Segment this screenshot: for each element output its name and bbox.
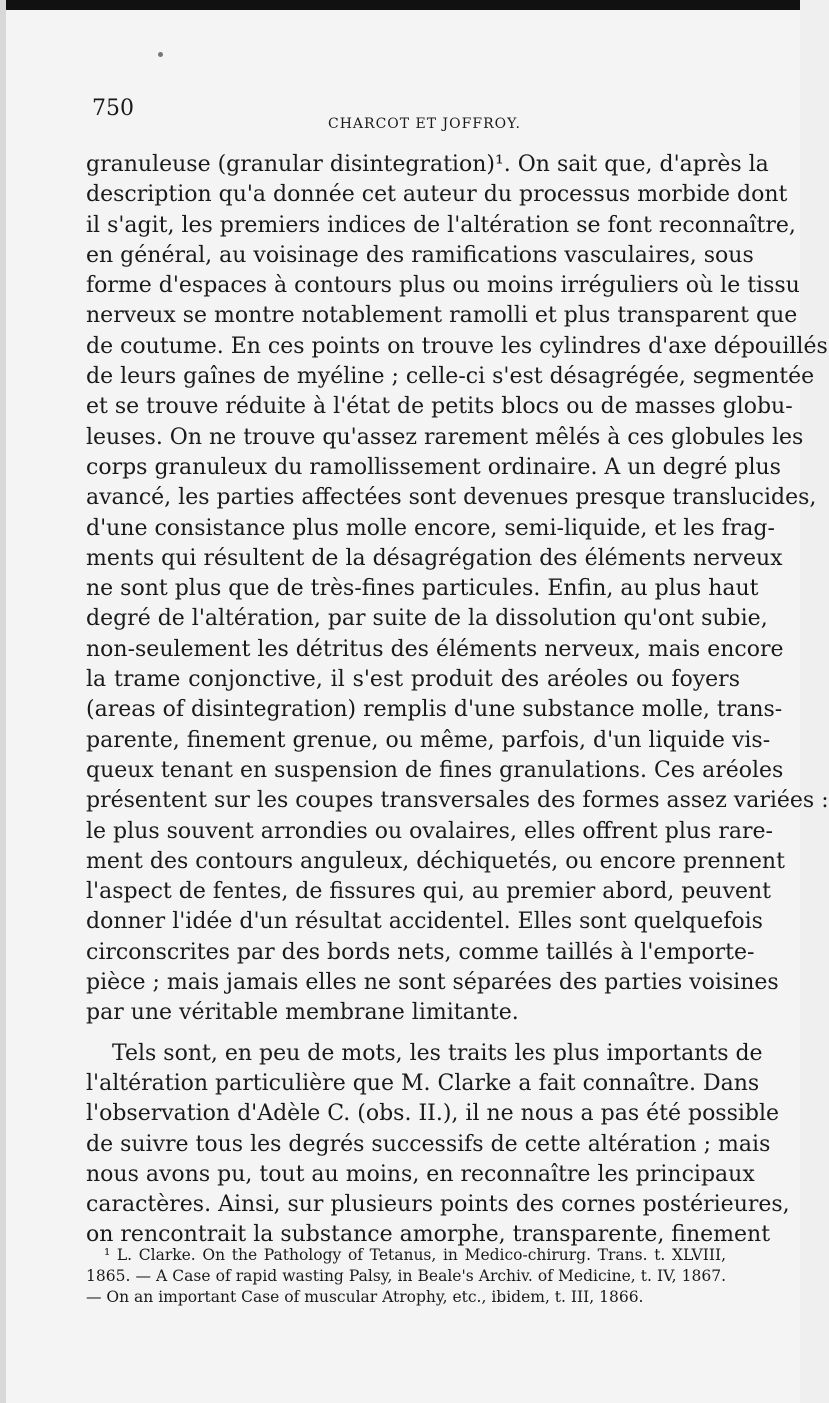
body-line: ments qui résultent de la désagrégation des éléments nerveux: [86, 545, 783, 571]
body-line: forme d'espaces à contours plus ou moins irréguliers où le tissu: [86, 273, 800, 299]
body-line: de leurs gaînes de myéline ; celle-ci s'est désagrégée, segmentée: [86, 364, 815, 390]
body-line: ment des contours anguleux, déchiquetés, ou encore prennent: [86, 848, 785, 874]
body-line: donner l'idée d'un résultat accidentel. Elles sont quelquefois: [86, 909, 763, 935]
footnote-line: 1865. — A Case of rapid wasting Palsy, in Beale's Archiv. of Medicine, t. IV, 1867.: [86, 1267, 726, 1285]
body-line: granuleuse (granular disintegration)¹. On sait que, d'après la: [86, 152, 769, 177]
body-line: non-seulement les détritus des éléments nerveux, mais encore: [86, 636, 784, 662]
body-line: leuses. On ne trouve qu'assez rarement mêlés à ces globules les: [86, 424, 804, 450]
body-line: avancé, les parties affectées sont devenues presque translucides,: [86, 485, 817, 511]
body-line: l'observation d'Adèle C. (obs. II.), il ne nous a pas été possible: [86, 1101, 780, 1127]
body-line: pièce ; mais jamais elles ne sont séparées des parties voisines: [86, 970, 779, 996]
footnote-line: — On an important Case of muscular Atrophy, etc., ibidem, t. III, 1866.: [86, 1288, 644, 1306]
body-line: de suivre tous les degrés successifs de cette altération ; mais: [86, 1131, 771, 1157]
footnotes: [86, 1245, 726, 1308]
body-line: il s'agit, les premiers indices de l'altération se font reconnaître,: [86, 212, 796, 238]
body-line: on rencontrait la substance amorphe, transparente, finement: [86, 1222, 771, 1248]
body-line: corps granuleux du ramollissement ordinaire. A un degré plus: [86, 454, 781, 480]
body-line: Tels sont, en peu de mots, les traits les plus importants de: [112, 1040, 763, 1066]
body-line: la trame conjonctive, il s'est produit des aréoles ou foyers: [86, 667, 740, 693]
body-line: d'une consistance plus molle encore, semi-liquide, et les frag-: [86, 515, 775, 541]
body-line: de coutume. En ces points on trouve les cylindres d'axe dépouillés: [86, 333, 828, 359]
body-line: ne sont plus que de très-fines particules. Enfin, au plus haut: [86, 576, 759, 602]
body-line: l'aspect de fentes, de fissures qui, au premier abord, peuvent: [86, 879, 772, 905]
footnote-line: ¹ L. Clarke. On the Pathology of Tetanus, in Medico-chirurg. Trans. t. XLVIII,: [104, 1246, 726, 1264]
body-line: parente, finement grenue, ou même, parfois, d'un liquide vis-: [86, 727, 771, 753]
scan-left-edge: [0, 0, 6, 1403]
body-line: nerveux se montre notablement ramolli et plus transparent que: [86, 303, 798, 329]
body-line: description qu'a donnée cet auteur du processus morbide dont: [86, 182, 788, 208]
body-line: nous avons pu, tout au moins, en reconnaître les principaux: [86, 1161, 755, 1187]
body-line: par une véritable membrane limitante.: [86, 1000, 519, 1026]
body-line: queux tenant en suspension de fines granulations. Ces aréoles: [86, 757, 784, 783]
body-line: (areas of disintegration) remplis d'une substance molle, trans-: [86, 697, 783, 723]
page-number: 750: [92, 96, 134, 121]
body-line: présentent sur les coupes transversales des formes assez variées :: [86, 788, 829, 814]
page-speck: [158, 52, 163, 57]
scan-top-border: [0, 0, 800, 10]
body-line: et se trouve réduite à l'état de petits blocs ou de masses globu-: [86, 394, 793, 420]
body-line: le plus souvent arrondies ou ovalaires, elles offrent plus rare-: [86, 818, 773, 844]
running-head: CHARCOT ET JOFFROY.: [328, 116, 521, 132]
body-line: l'altération particulière que M. Clarke a fait connaître. Dans: [86, 1070, 760, 1096]
body-line: circonscrites par des bords nets, comme taillés à l'emporte-: [86, 939, 755, 965]
body-line: caractères. Ainsi, sur plusieurs points des cornes postérieures,: [86, 1192, 790, 1218]
body-text: [86, 150, 829, 1251]
body-line: degré de l'altération, par suite de la dissolution qu'ont subie,: [86, 606, 768, 632]
body-line: en général, au voisinage des ramifications vasculaires, sous: [86, 242, 754, 268]
